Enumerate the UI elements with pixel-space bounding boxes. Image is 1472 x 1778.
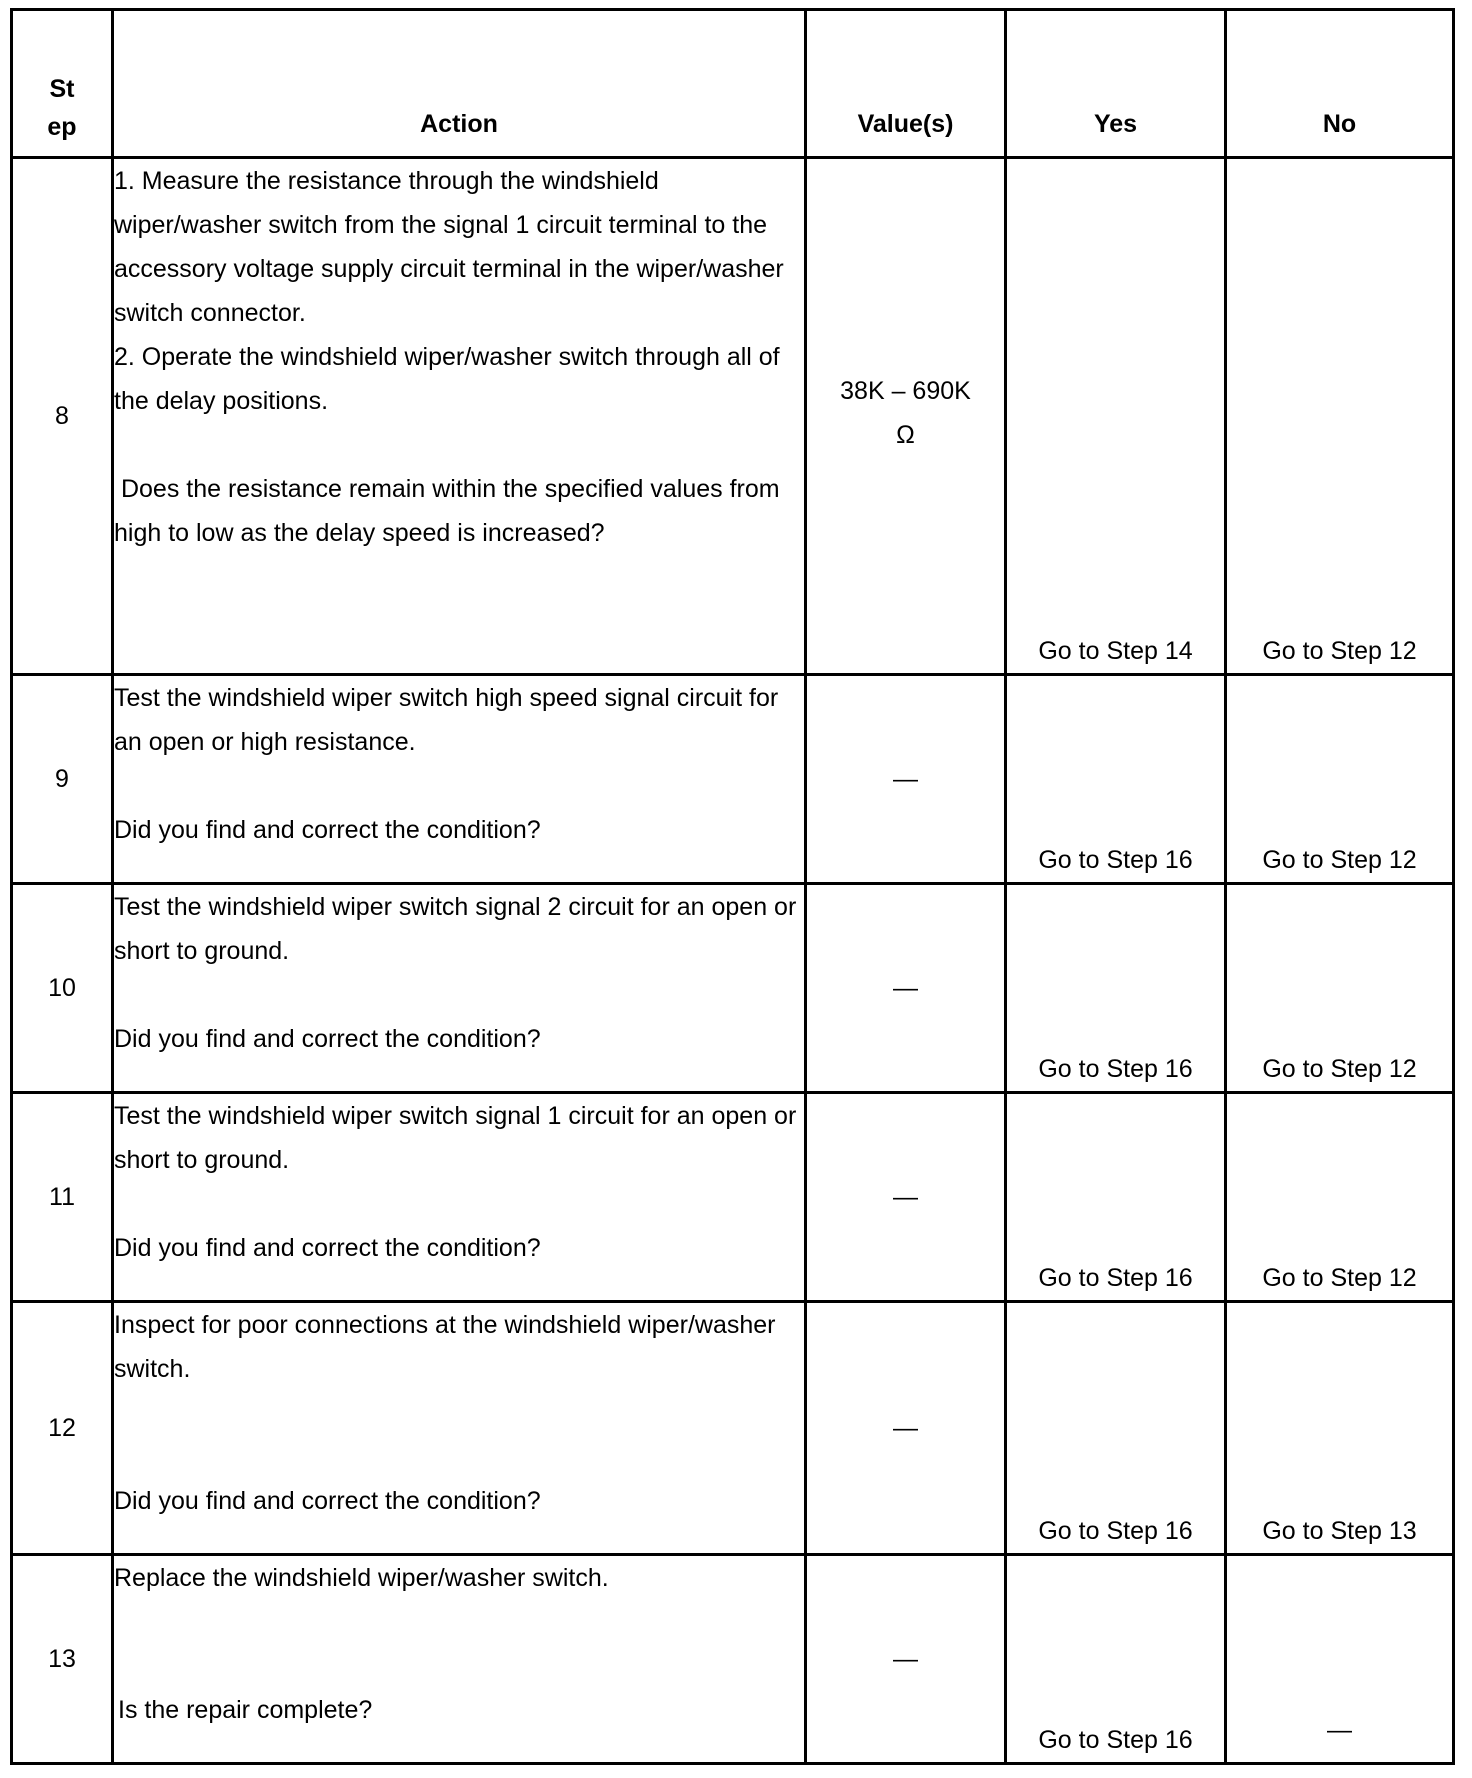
table-row [12,1555,1454,1764]
table-row [12,1302,1454,1555]
action-text: Replace the windshield wiper/washer switch. [114,1564,609,1592]
step-number: 8 [12,158,113,675]
action-cell [113,1093,806,1302]
step-number: 12 [12,1302,113,1555]
value-cell: — [806,884,1006,1093]
yes-cell: Go to Step 16 [1006,1302,1226,1555]
action-text: Inspect for poor connections at the windshield wiper/washer switch. [114,1311,776,1383]
value-cell: — [806,675,1006,884]
diagnostic-table [10,8,1455,1765]
header-row [12,10,1454,158]
action-text: Test the windshield wiper switch signal 1 circuit for an open or short to ground. [114,1102,797,1174]
yes-header: Yes [1006,10,1226,158]
action-header: Action [113,10,806,158]
no-cell: Go to Step 12 [1226,675,1454,884]
table-row [12,675,1454,884]
action-text: Test the windshield wiper switch high speed signal circuit for an open or high resistance. [114,684,779,756]
action-question: Did you find and correct the condition? [114,1487,541,1515]
action-text: Test the windshield wiper switch signal 2 circuit for an open or short to ground. [114,893,797,965]
value-cell: — [806,1555,1006,1764]
table-row [12,158,1454,675]
action-cell [113,675,806,884]
table-row [12,884,1454,1093]
step-number: 13 [12,1555,113,1764]
value-cell: 38K – 690K Ω [806,158,1006,675]
action-question: Did you find and correct the condition? [114,1234,541,1262]
action-cell [113,884,806,1093]
no-cell: Go to Step 12 [1226,158,1454,675]
yes-cell: Go to Step 16 [1006,1093,1226,1302]
action-question: Did you find and correct the condition? [114,816,541,844]
yes-cell: Go to Step 16 [1006,1555,1226,1764]
step-number: 9 [12,675,113,884]
no-cell: Go to Step 12 [1226,884,1454,1093]
step-number: 10 [12,884,113,1093]
no-cell: — [1226,1555,1454,1764]
yes-cell: Go to Step 16 [1006,884,1226,1093]
action-question: Did you find and correct the condition? [114,1025,541,1053]
no-cell: Go to Step 13 [1226,1302,1454,1555]
action-question: Does the resistance remain within the specified values from high to low as the delay speed is increased? [114,475,787,547]
action-question: Is the repair complete? [118,1696,373,1724]
yes-cell: Go to Step 16 [1006,675,1226,884]
action-cell [113,158,806,675]
yes-cell: Go to Step 14 [1006,158,1226,675]
no-header: No [1226,10,1454,158]
no-cell: Go to Step 12 [1226,1093,1454,1302]
action-cell [113,1555,806,1764]
step-number: 11 [12,1093,113,1302]
action-item: 2. Operate the windshield wiper/washer switch through all of the delay positions. [114,343,780,415]
table-row [12,1093,1454,1302]
step-header: St ep [12,10,113,158]
action-cell [113,1302,806,1555]
value-cell: — [806,1093,1006,1302]
action-item: 1. Measure the resistance through the windshield wiper/washer switch from the signal 1 circuit terminal to the accessory voltage supply circuit terminal in the wiper/washer switch connector. [114,167,784,327]
values-header: Value(s) [806,10,1006,158]
value-cell: — [806,1302,1006,1555]
